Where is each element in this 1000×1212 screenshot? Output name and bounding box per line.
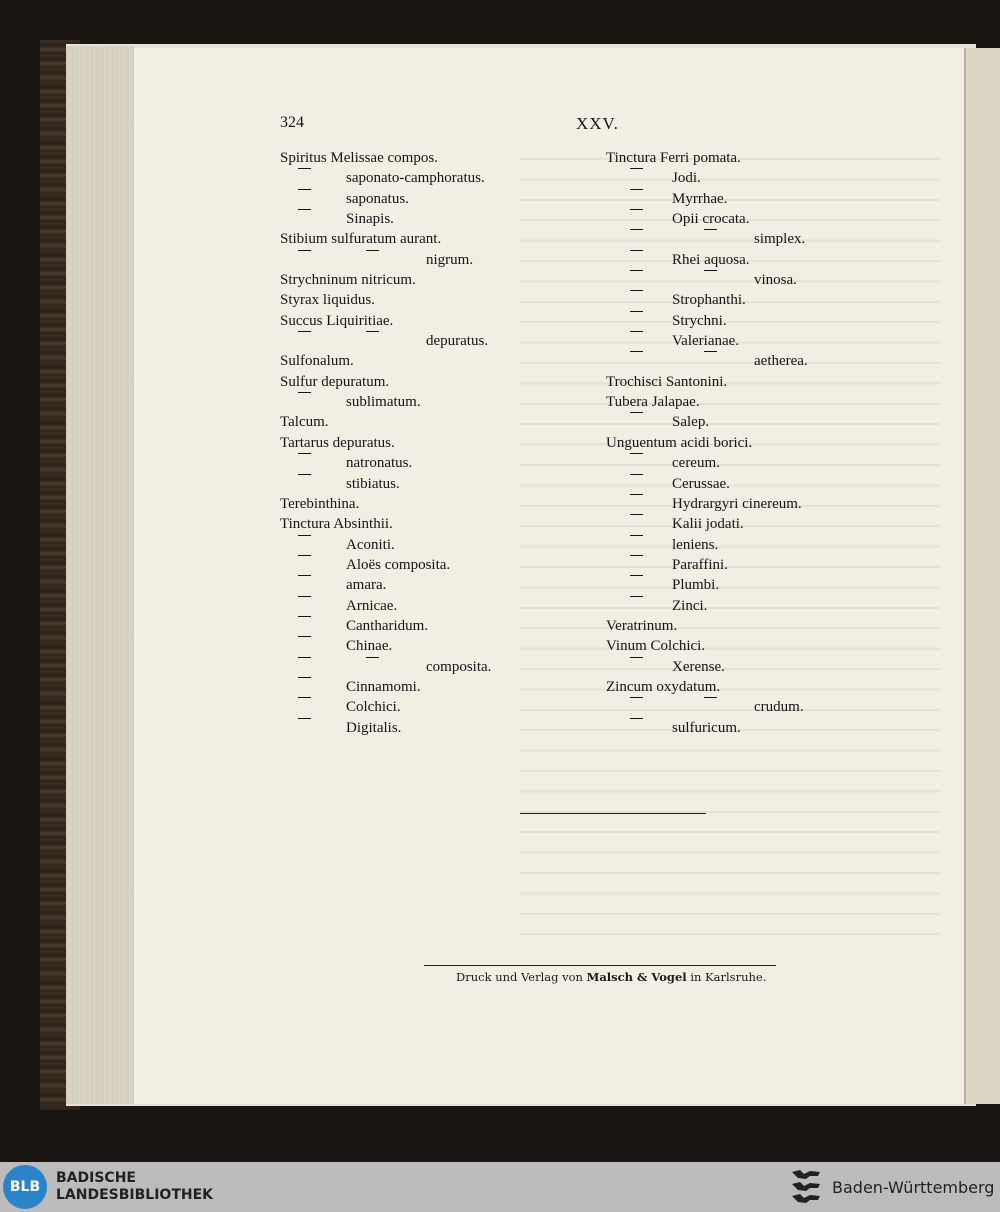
entry-text: Spiritus Melissae compos. xyxy=(280,150,438,166)
ditto-dash xyxy=(366,331,379,332)
entry-text: natronatus. xyxy=(346,455,413,472)
entry-text: Hydrargyri cinereum. xyxy=(672,495,802,512)
entry-text: Talcum. xyxy=(280,414,329,431)
ditto-dash xyxy=(298,250,311,251)
entry-text: Plumbi. xyxy=(672,577,720,594)
entry-text: Zinci. xyxy=(672,597,708,614)
ditto-dash xyxy=(298,453,311,454)
ditto-dash xyxy=(630,718,643,719)
entry-text: Tartarus depuratus. xyxy=(280,434,395,451)
library-name-line1: BADISCHE xyxy=(56,1170,136,1186)
entry-text: Cerussae. xyxy=(672,475,730,492)
ditto-dash xyxy=(298,535,311,536)
entry-text: Paraffini. xyxy=(672,556,728,573)
entry-text: Valerianae. xyxy=(672,333,740,350)
ditto-dash xyxy=(630,229,643,230)
entry-text: depuratus. xyxy=(426,333,489,350)
ditto-dash xyxy=(630,209,643,210)
entry-text: Strychni. xyxy=(672,312,727,329)
ditto-dash xyxy=(630,311,643,312)
ditto-dash xyxy=(298,331,311,332)
entry-text: Tinctura Absinthii. xyxy=(280,516,393,533)
ditto-dash xyxy=(704,351,717,352)
entry-text: saponato-camphoratus. xyxy=(346,170,485,187)
entry-text: Aloës composita. xyxy=(346,556,451,573)
entry-text: Kalii jodati. xyxy=(672,516,744,533)
ditto-dash xyxy=(298,677,311,678)
page-edge-stack xyxy=(66,46,134,1104)
ditto-dash xyxy=(630,453,643,454)
ditto-dash xyxy=(630,250,643,251)
ditto-dash xyxy=(298,718,311,719)
entry-text: Tinctura Ferri pomata. xyxy=(606,150,741,166)
entry-text: Sinapis. xyxy=(346,211,394,228)
page-number: 324 xyxy=(280,114,304,131)
entry-text: Rhei aquosa. xyxy=(672,251,750,268)
ditto-dash xyxy=(298,657,311,658)
imprint-rule xyxy=(424,965,776,966)
facing-page-edge xyxy=(964,48,1000,1104)
ditto-dash xyxy=(298,596,311,597)
imprint-prefix: Druck und Verlag von xyxy=(456,970,583,984)
entry-text: amara. xyxy=(346,577,387,594)
entry-text: Veratrinum. xyxy=(606,617,678,634)
ditto-dash xyxy=(366,657,379,658)
ditto-dash xyxy=(704,270,717,271)
entry-text: Cinnamomi. xyxy=(346,678,421,695)
entry-text: Chinae. xyxy=(346,638,393,655)
entry-text: vinosa. xyxy=(754,272,797,289)
footer-bar xyxy=(0,1162,1000,1212)
entry-text: Succus Liquiritiae. xyxy=(280,312,394,329)
stag-coat-of-arms-icon[interactable] xyxy=(790,1168,824,1206)
entry-text: Xerense. xyxy=(672,658,725,675)
section-title: XXV. xyxy=(576,114,619,133)
entry-text: crudum. xyxy=(754,699,804,716)
entry-text: leniens. xyxy=(672,536,719,553)
entry-text: Digitalis. xyxy=(346,719,402,736)
ditto-dash xyxy=(630,270,643,271)
page-header xyxy=(280,114,620,136)
ditto-dash xyxy=(630,555,643,556)
entry-text: Aconiti. xyxy=(346,536,395,553)
entry-text: Unguentum acidi borici. xyxy=(606,434,753,451)
imprint-publisher: Malsch & Vogel xyxy=(586,970,687,984)
entry-text: Stibium sulfuratum aurant. xyxy=(280,231,442,248)
column-end-rule xyxy=(520,813,706,814)
ditto-dash xyxy=(630,331,643,332)
ditto-dash xyxy=(630,535,643,536)
entry-text: aetherea. xyxy=(754,353,808,370)
ditto-dash xyxy=(630,168,643,169)
ditto-dash xyxy=(298,636,311,637)
ditto-dash xyxy=(298,575,311,576)
ditto-dash xyxy=(298,189,311,190)
entry-text: Trochisci Santonini. xyxy=(606,373,728,390)
ditto-dash xyxy=(366,250,379,251)
ditto-dash xyxy=(298,209,311,210)
entry-text: Styrax liquidus. xyxy=(280,292,376,309)
imprint-suffix: in Karlsruhe. xyxy=(690,970,767,984)
ditto-dash xyxy=(298,168,311,169)
entry-text: saponatus. xyxy=(346,190,409,207)
entry-text: cereum. xyxy=(672,455,720,472)
entry-text: composita. xyxy=(426,658,492,675)
entry-text: Sulfonalum. xyxy=(280,353,354,370)
ditto-dash xyxy=(630,514,643,515)
blb-logo[interactable]: BLB xyxy=(3,1165,47,1209)
ditto-dash xyxy=(630,697,643,698)
ditto-dash xyxy=(630,412,643,413)
library-name-line2: LANDESBIBLIOTHEK xyxy=(56,1187,214,1203)
entry-text: nigrum. xyxy=(426,251,474,268)
ditto-dash xyxy=(630,189,643,190)
entry-text: Vinum Colchici. xyxy=(606,638,706,655)
entry-text: Terebinthina. xyxy=(280,495,360,512)
entry-text: sublimatum. xyxy=(346,394,421,411)
library-name[interactable] xyxy=(56,1170,213,1204)
region-name[interactable]: Baden-Württemberg xyxy=(832,1178,995,1197)
entry-text: Salep. xyxy=(672,414,710,431)
entry-text: Jodi. xyxy=(672,170,701,187)
ditto-dash xyxy=(630,494,643,495)
ditto-dash xyxy=(630,575,643,576)
ditto-dash xyxy=(630,657,643,658)
ditto-dash xyxy=(630,474,643,475)
entry-text: Cantharidum. xyxy=(346,617,429,634)
entry-text: Arnicae. xyxy=(346,597,398,614)
ditto-dash xyxy=(298,392,311,393)
entry-text: Myrrhae. xyxy=(672,190,728,207)
entry-text: Opii crocata. xyxy=(672,211,750,228)
entry-text: Strychninum nitricum. xyxy=(280,272,416,289)
entry-text: Tubera Jalapae. xyxy=(606,394,700,411)
entry-text: Strophanthi. xyxy=(672,292,746,309)
ditto-dash xyxy=(704,229,717,230)
ditto-dash xyxy=(704,697,717,698)
entry-text: sulfuricum. xyxy=(672,719,741,736)
printer-imprint xyxy=(456,970,766,984)
ditto-dash xyxy=(630,290,643,291)
entry-text: stibiatus. xyxy=(346,475,400,492)
entry-text: Sulfur depuratum. xyxy=(280,373,390,390)
ditto-dash xyxy=(298,616,311,617)
ditto-dash xyxy=(630,351,643,352)
entry-text: Zincum oxydatum. xyxy=(606,678,721,695)
ditto-dash xyxy=(630,596,643,597)
entry-text: Colchici. xyxy=(346,699,401,716)
ditto-dash xyxy=(298,697,311,698)
ditto-dash xyxy=(298,555,311,556)
ditto-dash xyxy=(298,474,311,475)
entry-text: simplex. xyxy=(754,231,806,248)
